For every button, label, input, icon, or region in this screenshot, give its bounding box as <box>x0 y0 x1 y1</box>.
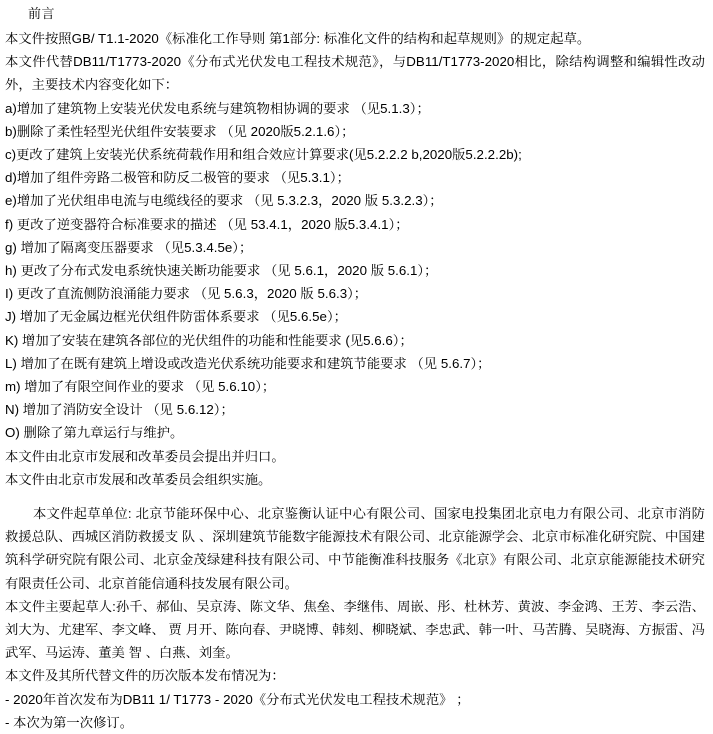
change-item-l: L) 增加了在既有建筑上增设或改造光伏系统功能要求和建筑节能要求 （见 5.6.7）； <box>5 355 491 371</box>
version-history-item-2020: - 2020年首次发布为DB11 1/ T1773 - 2020《分布式光伏发电工程技术规范》 ； <box>5 691 470 707</box>
paragraph-spacer <box>5 491 705 502</box>
change-item-i: I) 更改了直流侧防浪涌能力要求 （见 5.6.3，2020 版 5.6.3）； <box>5 286 368 302</box>
paragraph-drafting-units: 本文件起草单位: 北京节能环保中心、北京鉴衡认证中心有限公司、国家电投集团北京电力有限公司、北京市消防救援总队、西城区消防救援支 队 、深圳建筑节能数字能源技术有限公司、北京能源学会、北京市标准化研究院、中国建筑科学研究院有限公司、北京金茂绿建科技有限公司、中节能衡准科技服务《北京》有限公司、北京京能源能技术研究有限责任公司、北京首能信通科技发展有限公司。 <box>5 506 705 591</box>
page-title: 前言 <box>28 6 56 21</box>
paragraph-main-drafters: 本文件主要起草人:孙千、郝仙、吴京涛、陈文华、焦垒、李继伟、周嵌、彤、杜林芳、黄波、李金鸿、王芳、李云浩、刘大为、尤建军、李文峰、 贾 月开、陈向春、尹晓博、韩刻、柳晓斌、李忠武、韩一叶、马苦腾、吴晓海、方振雷、冯武军、马运涛、董美 智 、白燕、刘奎。 <box>5 598 705 661</box>
paragraph-proposal: 本文件由北京市发展和改革委员会提出并归口。 <box>5 448 285 464</box>
change-item-c: c)更改了建筑上安装光伏系统荷载作用和组合效应计算要求(见5.2.2.2 b,2020版5.2.2.2b); <box>5 147 522 163</box>
change-item-k: K) 增加了安装在建筑各部位的光伏组件的功能和性能要求 (见5.6.6）； <box>5 332 413 348</box>
change-item-g: g) 增加了隔离变压器要求 （见5.3.4.5e）； <box>5 239 253 255</box>
change-item-a: a)增加了建筑物上安装光伏发电系统与建筑物相协调的要求 （见5.1.3）； <box>5 100 430 116</box>
change-item-b: b)删除了柔性轻型光伏组件安装要求 （见 2020版5.2.1.6）； <box>5 123 355 139</box>
change-item-m: m) 增加了有限空间作业的要求 （见 5.6.10）； <box>5 379 276 395</box>
version-history-item-first-revision: - 本次为第一次修订。 <box>5 714 134 730</box>
change-item-n: N) 增加了消防安全设计 （见 5.6.12）； <box>5 402 234 418</box>
change-item-e: e)增加了光伏组串电流与电缆线径的要求 （见 5.3.2.3，2020 版 5.3.2.3）； <box>5 193 443 209</box>
change-item-o: O) 删除了第九章运行与维护。 <box>5 425 184 441</box>
change-item-j: J) 增加了无金属边框光伏组件防雷体系要求 （见5.6.5e）； <box>5 309 347 325</box>
change-item-f: f) 更改了逆变器符合标准要求的描述 （见 53.4.1，2020 版5.3.4.1）； <box>5 216 409 232</box>
paragraph-standard-basis: 本文件按照GB/ T1.1-2020《标准化工作导则 第1部分: 标准化文件的结构和起草规则》的规定起草。 <box>5 31 591 46</box>
document-body <box>0 27 713 734</box>
change-item-h: h) 更改了分布式发电系统快速关断功能要求 （见 5.6.1，2020 版 5.6.1）； <box>5 263 438 279</box>
paragraph-replacement: 本文件代替DB11/T1773-2020《分布式光伏发电工程技术规范》，与DB11/T1773-2020相比，除结构调整和编辑性改动外，主要技术内容变化如下： <box>5 54 705 93</box>
change-item-d: d)增加了组件旁路二极管和防反二极管的要求 （见5.3.1）； <box>5 170 350 186</box>
paragraph-version-history-intro: 本文件及其所代替文件的历次版本发布情况为： <box>5 668 285 684</box>
paragraph-organizer: 本文件由北京市发展和改革委员会组织实施。 <box>5 471 272 487</box>
